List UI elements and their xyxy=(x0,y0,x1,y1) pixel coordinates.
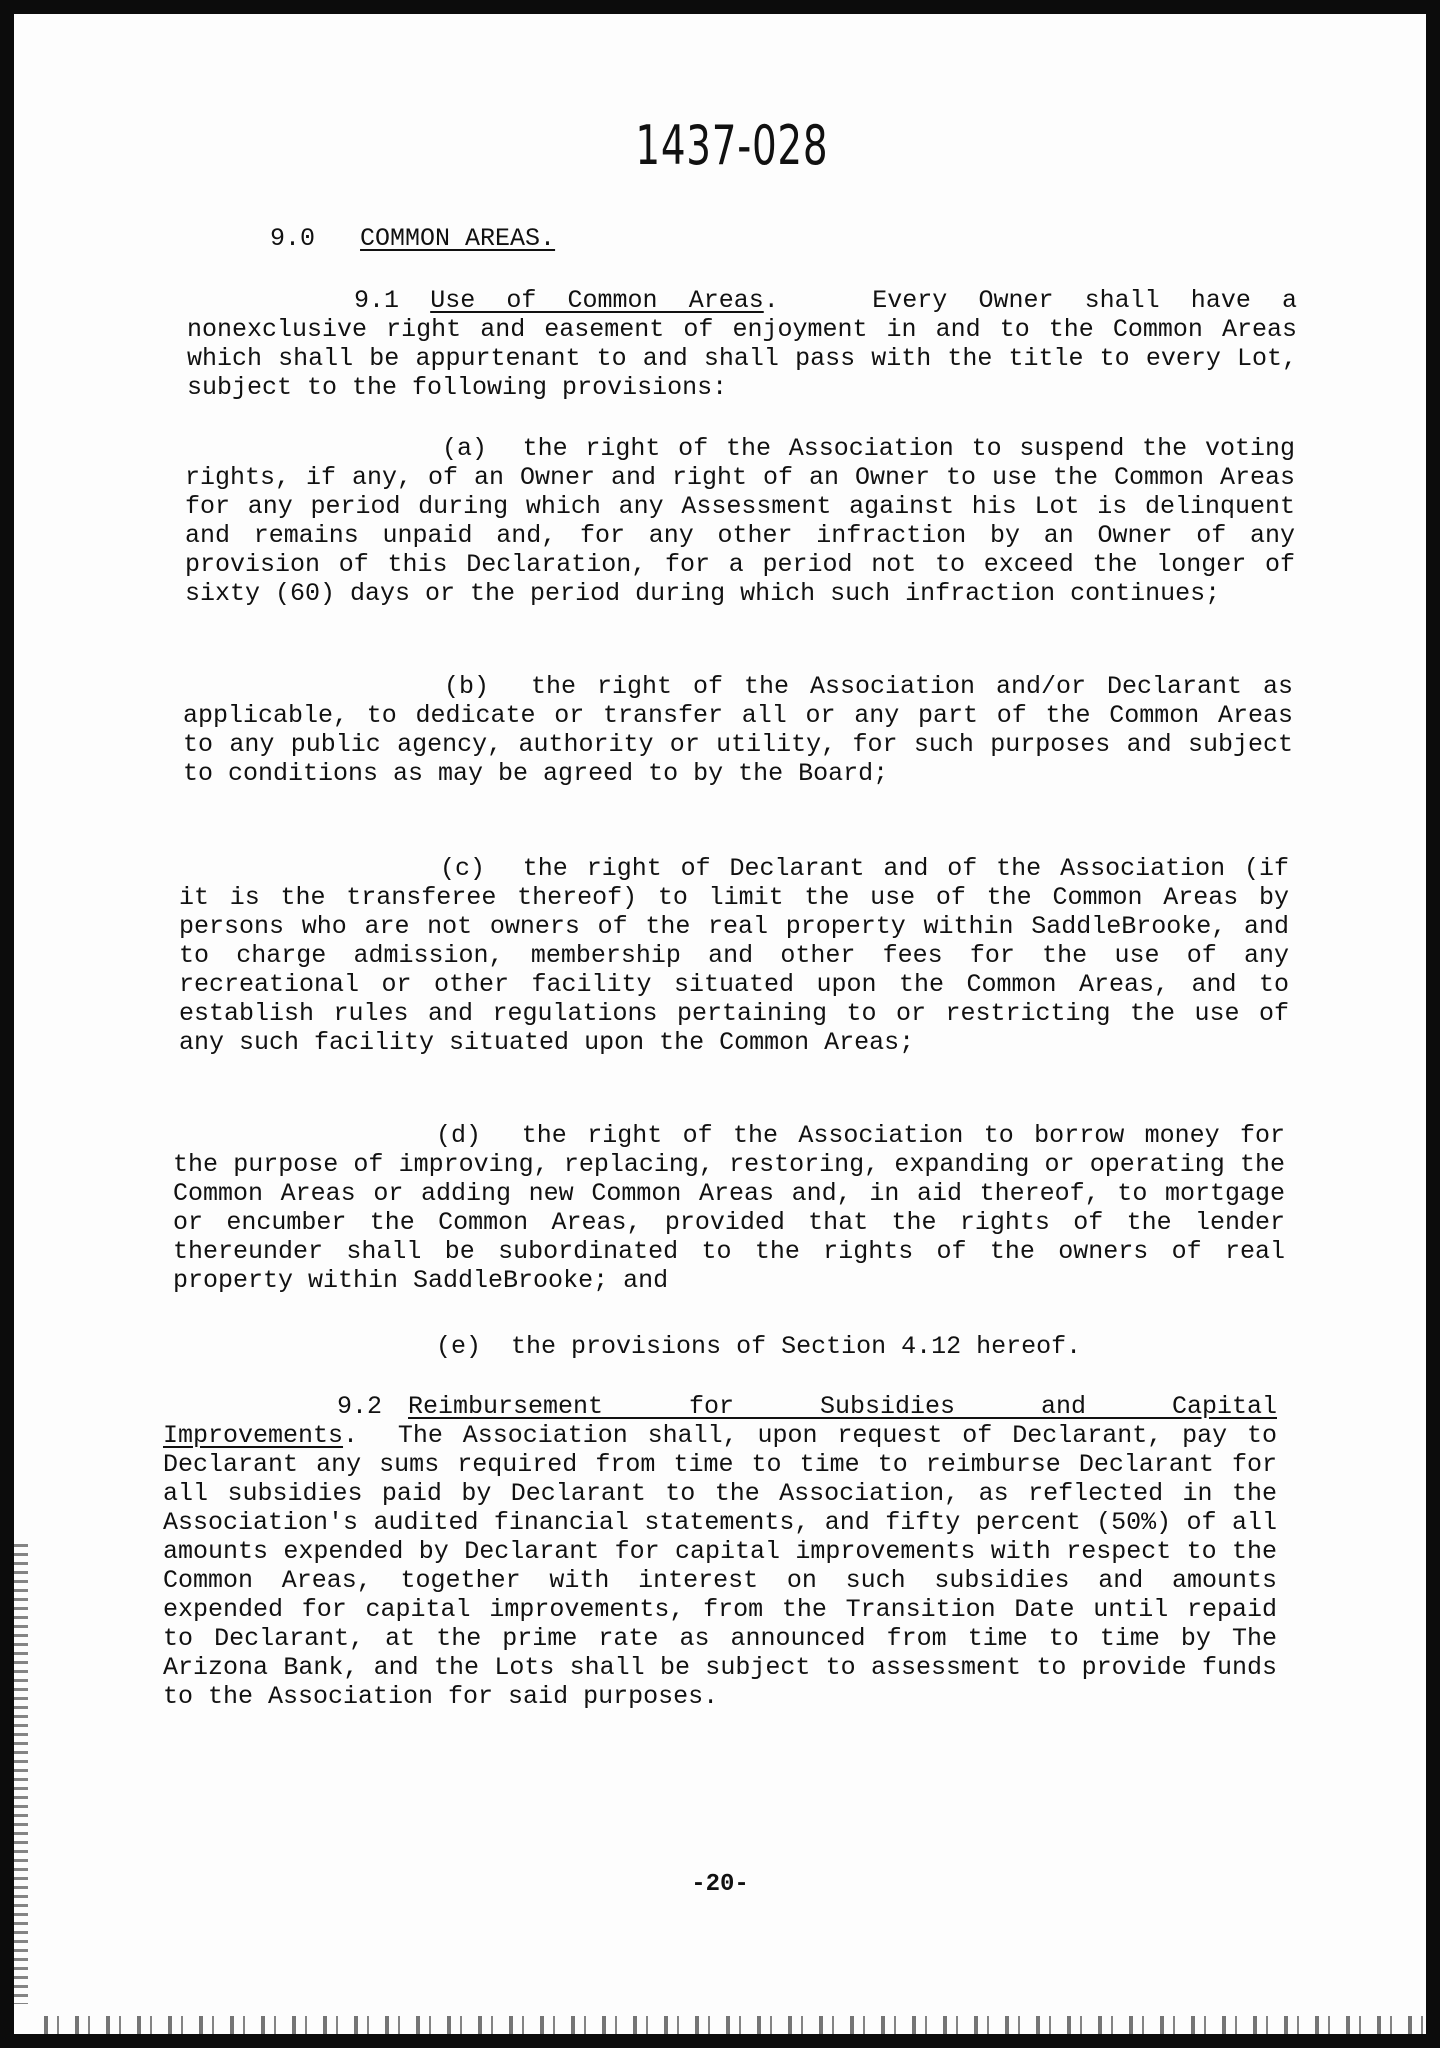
provision-c xyxy=(179,854,1289,1057)
provision-b-text: the right of the Association and/or Declarant as applicable, to dedicate or transfer all or any part of the Common Areas to any public agency, authority or utility, for such purposes and subject to conditions as may be agreed to by the Board; xyxy=(183,672,1293,788)
subsection-9-1: 9.1 Use of Common Areas. Every Owner shall have a nonexclusive right and easement of enjoyment in and to the Common Areas which shall be appurtenant to and shall pass with the title to every Lot, subject to the following provisions: xyxy=(187,286,1297,402)
section-title: COMMON AREAS. xyxy=(360,224,556,253)
provision-d-label: (d) xyxy=(436,1121,482,1150)
subsection-9-1-number: 9.1 xyxy=(354,286,400,315)
section-number: 9.0 xyxy=(270,224,316,253)
document-page xyxy=(14,14,1426,2034)
scan-artifact-left xyxy=(14,1544,28,2004)
provision-e xyxy=(173,1332,1285,1361)
subsection-9-1-heading: Use of Common Areas xyxy=(430,286,764,315)
provision-d-text: the right of the Association to borrow money for the purpose of improving, replacing, restoring, expanding or operating the Common Areas or adding new Common Areas and, in aid thereof, to mortgage or encumber the Common Areas, provided that the rights of the lender thereunder shall be subordinated to the rights of the owners of real property within SaddleBrooke; and xyxy=(173,1121,1285,1295)
provision-c-text: the right of Declarant and of the Association (if it is the transferee thereof) to limit the use of the Common Areas by persons who are not owners of the real property within SaddleBrooke, and to charge admission, membership and other fees for the use of any recreational or other facility situated upon the Common Areas, and to establish rules and regulations pertaining to or restricting the use of any such facility situated upon the Common Areas; xyxy=(179,854,1289,1057)
subsection-9-2-number: 9.2 xyxy=(337,1392,383,1421)
provision-b xyxy=(183,672,1293,788)
provision-a-label: (a) xyxy=(442,434,488,463)
provision-b-label: (b) xyxy=(444,672,490,701)
provision-a-text: the right of the Association to suspend the voting rights, if any, of an Owner and right of an Owner to use the Common Areas for any period during which any Assessment against his Lot is delinquent and remains unpaid and, for any other infraction by an Owner of any provision of this Declaration, for a period not to exceed the longer of sixty (60) days or the period during which such infraction continues; xyxy=(185,434,1295,608)
provision-d xyxy=(173,1121,1285,1295)
section-heading xyxy=(270,224,555,253)
provision-c-label: (c) xyxy=(440,854,486,883)
subsection-9-2-heading-cont: Improvements xyxy=(163,1421,344,1450)
document-number: 1437-028 xyxy=(635,114,829,177)
provision-a xyxy=(185,434,1295,608)
subsection-9-1-text: Every Owner shall have a nonexclusive right and easement of enjoyment in and to the Common Areas which shall be appurtenant to and shall pass with the title to every Lot, subject to the following provisions: xyxy=(187,286,1297,402)
subsection-9-2: Improvements. The Association shall, upon request of Declarant, pay to Declarant any sums required from time to time to reimburse Declarant for all subsidies paid by Declarant to the Association, as reflected in the Association's audited financial statements, and fifty percent (50%) of all amounts expended by Declarant for capital improvements with respect to the Common Areas, together with interest on such subsidies and amounts expended for capital improvements, from the Transition Date until repaid to Declarant, at the prime rate as announced from time to time by The Arizona Bank, and the Lots shall be subject to assessment to provide funds to the Association for said purposes. xyxy=(163,1421,1277,1711)
provision-e-label: (e) xyxy=(436,1332,482,1361)
subsection-9-2-heading-line xyxy=(337,1392,1277,1421)
provision-e-text: the provisions of Section 4.12 hereof. xyxy=(511,1332,1082,1361)
subsection-9-2-text: The Association shall, upon request of Declarant, pay to Declarant any sums required from time to time to reimburse Declarant for all subsidies paid by Declarant to the Association, as reflected in the Association's audited financial statements, and fifty percent (50%) of all amounts expended by Declarant for capital improvements with respect to the Common Areas, together with interest on such subsidies and amounts expended for capital improvements, from the Transition Date until repaid to Declarant, at the prime rate as announced from time to time by The Arizona Bank, and the Lots shall be subject to assessment to provide funds to the Association for said purposes. xyxy=(163,1421,1277,1711)
page-number: -20- xyxy=(691,1871,749,1898)
scan-artifact-bottom xyxy=(44,2016,1424,2034)
subsection-9-2-heading: Reimbursement for Subsidies and Capital xyxy=(408,1392,1277,1421)
